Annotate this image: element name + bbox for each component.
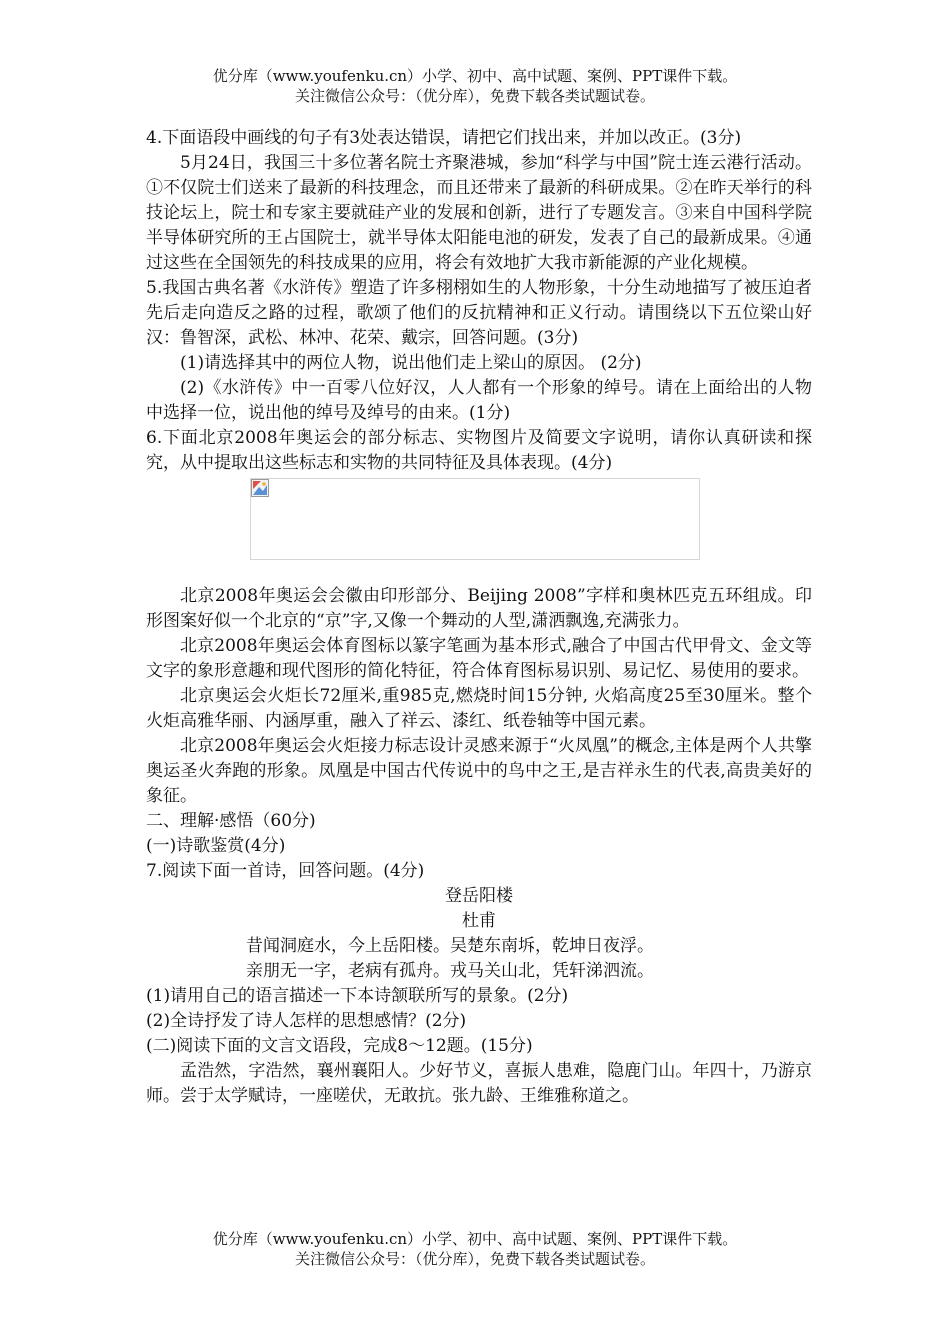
olympic-image-placeholder [250,478,700,560]
q7-sub1: (1)请用自己的语言描述一下本诗颔联所写的景象。(2分) [146,986,569,1006]
footer-line-2: 关注微信公众号：（优分库），免费下载各类试题试卷。 [294,1250,655,1268]
poem-line-2: 亲朋无一字，老病有孤舟。戎马关山北，凭轩涕泗流。 [246,961,654,981]
q6-para-pictograms: 北京2008年奥运会体育图标以篆字笔画为基本形式,融合了中国古代甲骨文、金文等文字的象形意趣和现代图形的简化特征，符合体育图标易识别、易记忆、易使用的要求。 [146,636,812,681]
document-body [146,126,812,1109]
header-line-1: 优分库（www.youfenku.cn）小学、初中、高中试题、案例、PPT课件下载。 [212,67,738,85]
poem-line-1: 昔闻洞庭水，今上岳阳楼。吴楚东南坼，乾坤日夜浮。 [246,936,654,956]
footer-line-1: 优分库（www.youfenku.cn）小学、初中、高中试题、案例、PPT课件下载。 [212,1230,738,1248]
classical-passage: 孟浩然，字浩然，襄州襄阳人。少好节义，喜振人患难，隐鹿门山。年四十，乃游京师。尝于太学赋诗，一座嗟伏，无敢抗。张九龄、王维雅称道之。 [146,1061,812,1106]
q4-passage: 5月24日，我国三十多位著名院士齐聚港城，参加“科学与中国”院士连云港行活动。①不仅院士们送来了最新的科技理念，而且还带来了最新的科研成果。②在昨天举行的科技论坛上，院士和专家主要就硅产业的发展和创新，进行了专题发言。③来自中国科学院半导体研究所的王占国院士，就半导体太阳能电池的研发，发表了自己的最新成果。④通过这些在全国领先的科技成果的应用，将会有效地扩大我市新能源的产业化规模。 [146,153,812,273]
q5-stem: 5.我国古典名著《水浒传》塑造了许多栩栩如生的人物形象，十分生动地描写了被压迫者先后走向造反之路的过程，歌颂了他们的反抗精神和正义行动。请围绕以下五位梁山好汉：鲁智深，武松、林冲、花荣、戴宗，回答问题。(3分) [146,278,812,348]
section-2-title: 二、理解·感悟（60分) [146,811,316,831]
section-2-sub1: (一)诗歌鉴赏(4分) [146,836,286,856]
q6-para-emblem: 北京2008年奥运会会徽由印形部分、Beijing 2008”字样和奥林匹克五环组成。印形图案好似一个北京的“京”字,又像一个舞动的人型,潇洒飘逸,充满张力。 [146,586,812,631]
section-2b-title: (二)阅读下面的文言文语段，完成8～12题。(15分) [146,1036,533,1056]
broken-image-icon [251,479,269,497]
q5-sub2: (2)《水浒传》中一百零八位好汉，人人都有一个形象的绰号。请在上面给出的人物中选择一位，说出他的绰号及绰号的由来。(1分) [146,378,812,423]
poem-title: 登岳阳楼 [445,886,513,906]
header-line-2: 关注微信公众号：（优分库），免费下载各类试题试卷。 [294,87,655,105]
q6-para-relay: 北京2008年奥运会火炬接力标志设计灵感来源于“火凤凰”的概念,主体是两个人共擎奥运圣火奔跑的形象。凤凰是中国古代传说中的鸟中之王,是吉祥永生的代表,高贵美好的象征。 [146,736,812,806]
q5-sub1: (1)请选择其中的两位人物，说出他们走上梁山的原因。 (2分) [180,353,642,373]
q6-para-torch: 北京奥运会火炬长72厘米,重985克,燃烧时间15分钟, 火焰高度25至30厘米。整个火炬高雅华丽、内涵厚重，融入了祥云、漆红、纸卷轴等中国元素。 [146,686,812,731]
poem-author: 杜甫 [462,911,496,931]
q6-stem: 6.下面北京2008年奥运会的部分标志、实物图片及简要文字说明，请你认真研读和探究，从中提取出这些标志和实物的共同特征及具体表现。(4分) [146,428,812,473]
page-footer [0,1229,950,1269]
q7-stem: 7.阅读下面一首诗，回答问题。(4分) [146,861,425,881]
q4-stem: 4.下面语段中画线的句子有3处表达错误，请把它们找出来，并加以改正。(3分) [146,128,742,148]
q7-sub2: (2)全诗抒发了诗人怎样的思想感情？(2分) [146,1011,467,1031]
page-header [0,66,950,106]
